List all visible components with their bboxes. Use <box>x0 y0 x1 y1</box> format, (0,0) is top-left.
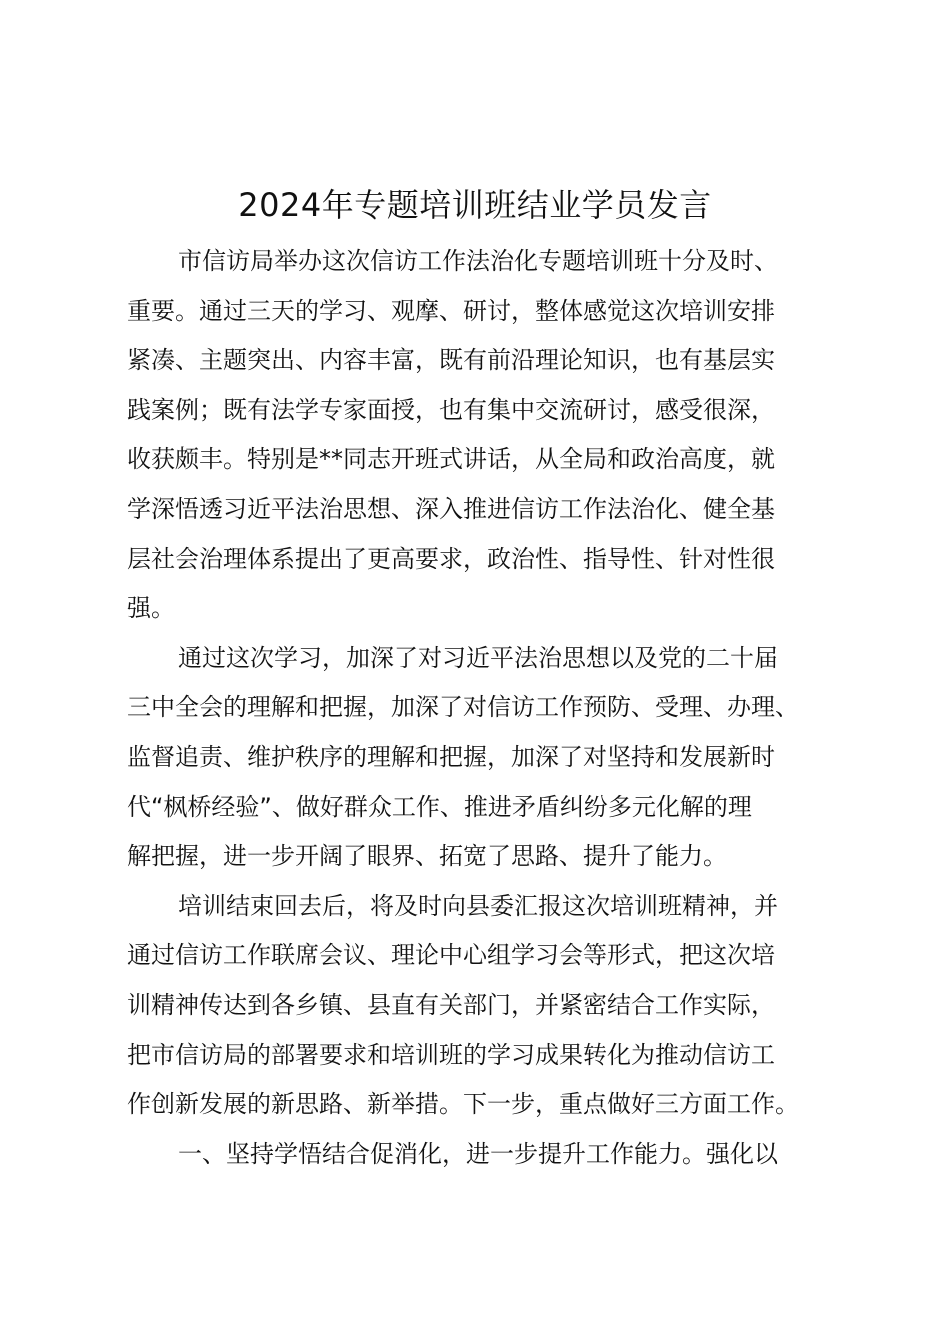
text-line: 强。 <box>127 594 175 623</box>
text-line: 重要。通过三天的学习、观摩、研讨，整体感觉这次培训安排 <box>127 296 775 325</box>
text-line: 解把握，进一步开阔了眼界、拓宽了思路、提升了能力。 <box>127 842 727 871</box>
document-body <box>127 237 847 1179</box>
text-line: 三中全会的理解和把握，加深了对信访工作预防、受理、办理、 <box>127 693 799 722</box>
text-line: 学深悟透习近平法治思想、深入推进信访工作法治化、健全基 <box>127 494 775 523</box>
text-line: 培训结束回去后，将及时向县委汇报这次培训班精神，并 <box>178 891 778 920</box>
text-line: 层社会治理体系提出了更高要求，政治性、指导性、针对性很 <box>127 544 775 573</box>
text-line: 代“枫桥经验”、做好群众工作、推进矛盾纠纷多元化解的理 <box>127 792 752 821</box>
text-line: 市信访局举办这次信访工作法治化专题培训班十分及时、 <box>178 247 778 275</box>
document-title: 2024年专题培训班结业学员发言 <box>238 186 712 224</box>
text-line: 通过这次学习，加深了对习近平法治思想以及党的二十届 <box>178 643 778 672</box>
text-line: 训精神传达到各乡镇、县直有关部门，并紧密结合工作实际， <box>127 990 775 1019</box>
text-line: 一、坚持学悟结合促消化，进一步提升工作能力。强化以 <box>178 1139 778 1168</box>
text-line: 践案例；既有法学专家面授，也有集中交流研讨，感受很深， <box>127 395 775 424</box>
text-line: 通过信访工作联席会议、理论中心组学习会等形式，把这次培 <box>127 941 775 970</box>
text-line: 监督追责、维护秩序的理解和把握，加深了对坚持和发展新时 <box>127 742 775 771</box>
text-line: 紧凑、主题突出、内容丰富，既有前沿理论知识，也有基层实 <box>127 346 775 375</box>
paragraph-4 <box>127 1130 847 1180</box>
text-line: 把市信访局的部署要求和培训班的学习成果转化为推动信访工 <box>127 1040 775 1069</box>
paragraph-2 <box>127 634 847 882</box>
paragraph-3 <box>127 882 847 1130</box>
text-line: 作创新发展的新思路、新举措。下一步，重点做好三方面工作。 <box>127 1090 799 1119</box>
paragraph-1 <box>127 237 847 634</box>
text-line: 收获颇丰。特别是**同志开班式讲话，从全局和政治高度，就 <box>127 445 775 474</box>
